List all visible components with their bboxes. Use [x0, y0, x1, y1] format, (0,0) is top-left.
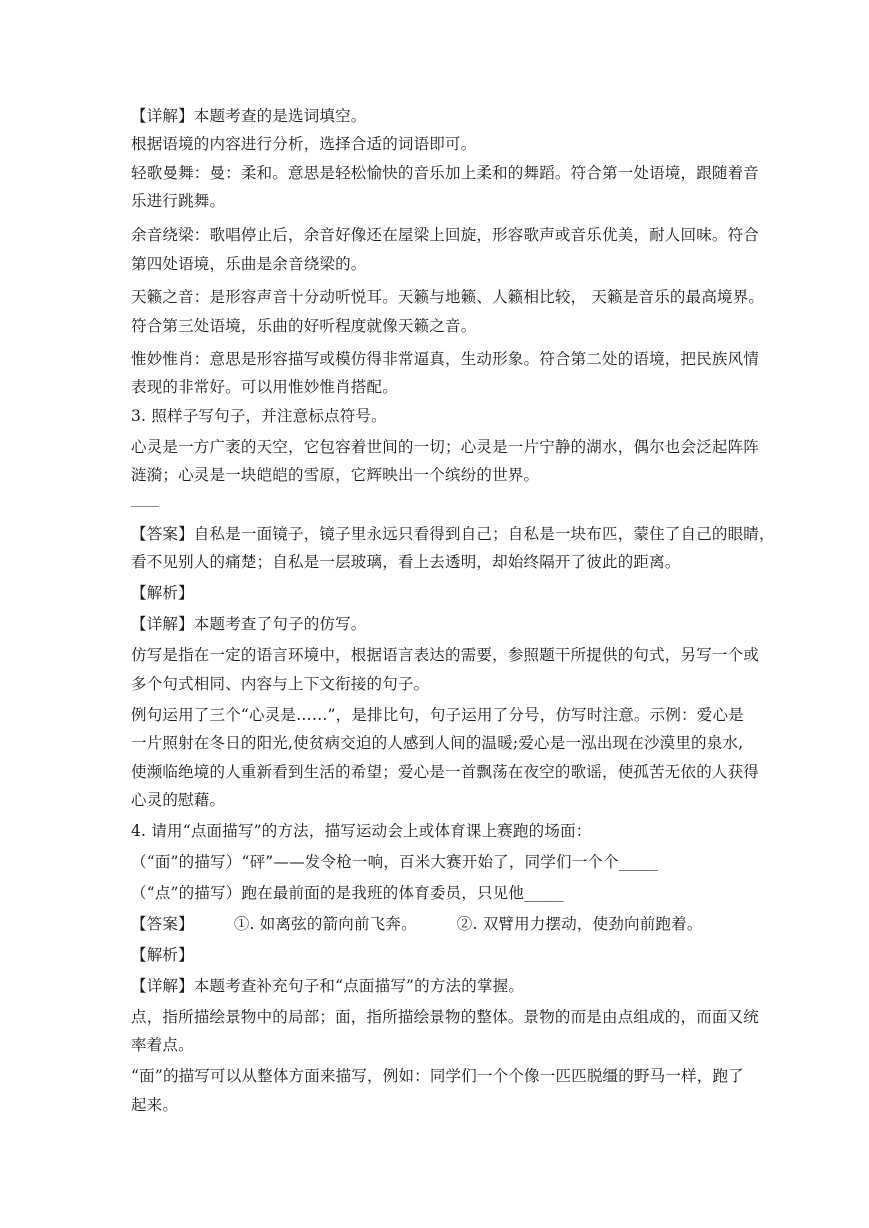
answer-blank-line: [131, 506, 159, 507]
text-line: 惟妙惟肖：意思是形容描写或模仿得非常逼真，生动形象。符合第二处的语境，把民族风情: [131, 350, 760, 368]
text-line: （“面”的描写）“砰”——发令枪一响，百米大赛开始了，同学们一个个_____: [131, 853, 659, 871]
text-line: 点，指所描绘景物中的局部；面，指所描绘景物的整体。景物的而是由点组成的，而面又统: [131, 1008, 760, 1026]
text-line: 天籁之音：是形容声音十分动听悦耳。天籁与地籁、人籁相比较， 天籁是音乐的最高境界。: [131, 288, 765, 306]
text-line: 心灵是一方广袤的天空，它包容着世间的一切；心灵是一片宁静的湖水，偶尔也会泛起阵阵: [131, 438, 760, 456]
text-line: 乐进行跳舞。: [131, 192, 226, 210]
analysis-label: 【解析】: [131, 584, 194, 602]
text-line: 一片照射在冬日的阳光,使贫病交迫的人感到人间的温暖;爱心是一泓出现在沙漠里的泉水,: [131, 734, 744, 752]
text-line: 仿写是指在一定的语言环境中，根据语言表达的需要，参照题干所提供的句式，另写一个或: [131, 646, 760, 664]
analysis-label: 【解析】: [131, 946, 194, 964]
text-line: 多个句式相同、内容与上下文衔接的句子。: [131, 675, 430, 693]
text-line: 心灵的慰藉。: [131, 791, 226, 809]
text-line: “面”的描写可以从整体方面来描写，例如：同学们一个个像一匹匹脱缰的野马一样，跑了: [131, 1067, 744, 1085]
answer-item-1: ①. 如离弦的箭向前飞奔。: [233, 915, 417, 933]
text-line: 表现的非常好。可以用惟妙惟肖搭配。: [131, 378, 398, 396]
text-line: 符合第三处语境，乐曲的好听程度就像天籁之音。: [131, 317, 477, 335]
answer-label: 【答案】: [131, 915, 194, 933]
text-line: 率着点。: [131, 1036, 194, 1054]
text-line: （“点”的描写）跑在最前面的是我班的体育委员，只见他_____: [131, 884, 564, 902]
text-line: 涟漪；心灵是一块皑皑的雪原，它辉映出一个缤纷的世界。: [131, 466, 540, 484]
text-line: 轻歌曼舞：曼：柔和。意思是轻松愉快的音乐加上柔和的舞蹈。符合第一处语境，跟随着音: [131, 164, 760, 182]
text-line: 【详解】本题考查了句子的仿写。: [131, 615, 367, 633]
question-4: 4. 请用“点面描写”的方法，描写运动会上或体育课上赛跑的场面：: [131, 822, 592, 840]
text-line: 根据语境的内容进行分析，选择合适的词语即可。: [131, 135, 477, 153]
text-line: 【详解】本题考查的是选词填空。: [131, 107, 367, 125]
text-line: 使濒临绝境的人重新看到生活的希望；爱心是一首飘荡在夜空的歌谣，使孤苦无依的人获得: [131, 763, 760, 781]
question-3: 3. 照样子写句子，并注意标点符号。: [131, 407, 387, 425]
text-line: 起来。: [131, 1096, 179, 1114]
answer-line: 【答案】自私是一面镜子，镜子里永远只看得到自己；自私是一块布匹，蒙住了自己的眼睛，: [131, 525, 775, 543]
text-line: 余音绕梁：歌唱停止后，余音好像还在屋梁上回旋，形容歌声或音乐优美，耐人回味。符合: [131, 226, 760, 244]
text-line: 看不见别人的痛楚；自私是一层玻璃，看上去透明，却始终隔开了彼此的距离。: [131, 553, 681, 571]
answer-item-2: ②. 双臂用力摆动，使劲向前跑着。: [456, 915, 703, 933]
text-line: 例句运用了三个“心灵是……”，是排比句，句子运用了分号，仿写时注意。示例：爱心是: [131, 706, 744, 724]
answer-line: [131, 914, 703, 934]
text-line: 【详解】本题考查补充句子和“点面描写”的方法的掌握。: [131, 977, 525, 995]
text-line: 第四处语境，乐曲是余音绕梁的。: [131, 255, 367, 273]
